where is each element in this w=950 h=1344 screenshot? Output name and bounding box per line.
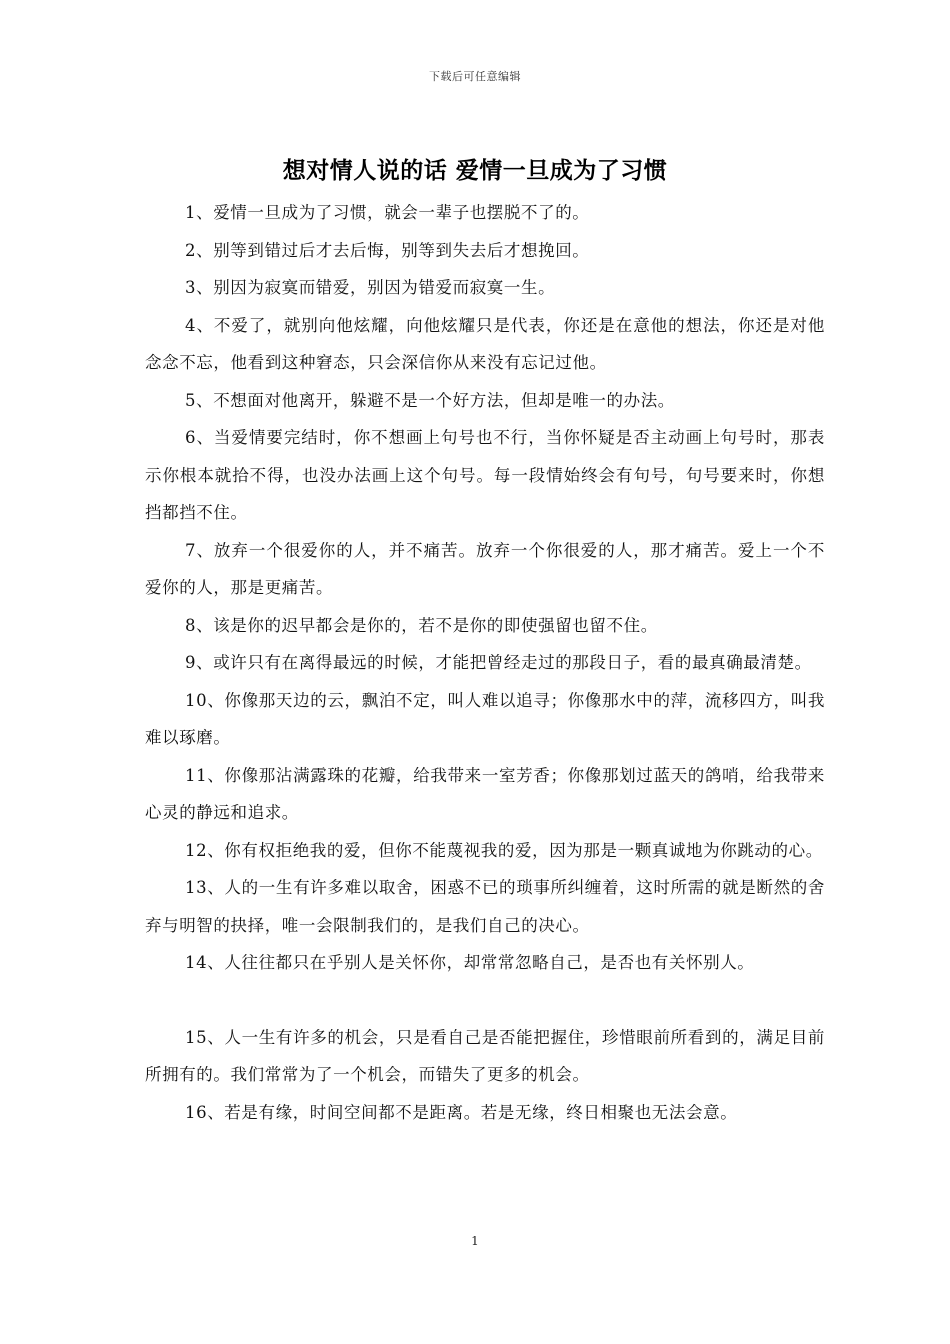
paragraph-4: 4、不爱了，就别向他炫耀，向他炫耀只是代表，你还是在意他的想法，你还是对他念念不忘，他看到这种窘态，只会深信你从来没有忘记过他。 [145,315,825,372]
paragraph-16: 16、若是有缘，时间空间都不是距离。若是无缘，终日相聚也无法会意。 [185,1102,738,1122]
document-body [145,194,825,1131]
paragraph-9: 9、或许只有在离得最远的时候，才能把曾经走过的那段日子，看的最真确最清楚。 [185,653,812,672]
page-header: 下载后可任意编辑 [429,70,521,83]
paragraph-5: 5、不想面对他离开，躲避不是一个好方法，但却是唯一的办法。 [185,390,675,410]
paragraph-7: 7、放弃一个很爱你的人，并不痛苦。放弃一个你很爱的人，那才痛苦。爱上一个不爱你的人，那是更痛苦。 [145,540,825,597]
paragraph-14: 14、人往往都只在乎别人是关怀你，却常常忽略自己，是否也有关怀别人。 [185,953,755,972]
paragraph-3: 3、别因为寂寞而错爱，别因为错爱而寂寞一生。 [185,278,556,297]
paragraph-12: 12、你有权拒绝我的爱，但你不能蔑视我的爱，因为那是一颗真诚地为你跳动的心。 [185,840,823,860]
document-title: 想对情人说的话 爱情一旦成为了习惯 [282,157,668,184]
paragraph-2: 2、别等到错过后才去后悔，别等到失去后才想挽回。 [185,240,590,260]
paragraph-6: 6、当爱情要完结时，你不想画上句号也不行，当你怀疑是否主动画上句号时，那表示你根本就拾不得，也没办法画上这个句号。每一段情始终会有句号，句号要来时，你想挡都挡不住。 [145,428,825,522]
paragraph-15: 15、人一生有许多的机会，只是看自己是否能把握住，珍惜眼前所看到的，满足目前所拥有的。我们常常为了一个机会，而错失了更多的机会。 [145,1027,825,1084]
paragraph-10: 10、你像那天边的云，飘泊不定，叫人难以追寻；你像那水中的萍，流移四方，叫我难以琢磨。 [145,690,825,747]
paragraph-13: 13、人的一生有许多难以取舍，困惑不已的琐事所纠缠着，这时所需的就是断然的舍弃与明智的抉择，唯一会限制我们的，是我们自己的决心。 [145,878,825,935]
paragraph-8: 8、该是你的迟早都会是你的，若不是你的即使强留也留不住。 [185,615,658,635]
paragraph-11: 11、你像那沾满露珠的花瓣，给我带来一室芳香；你像那划过蓝天的鸽哨，给我带来心灵的静远和追求。 [145,765,825,822]
paragraph-1: 1、爱情一旦成为了习惯，就会一辈子也摆脱不了的。 [185,203,590,222]
page-number: 1 [471,1234,479,1248]
